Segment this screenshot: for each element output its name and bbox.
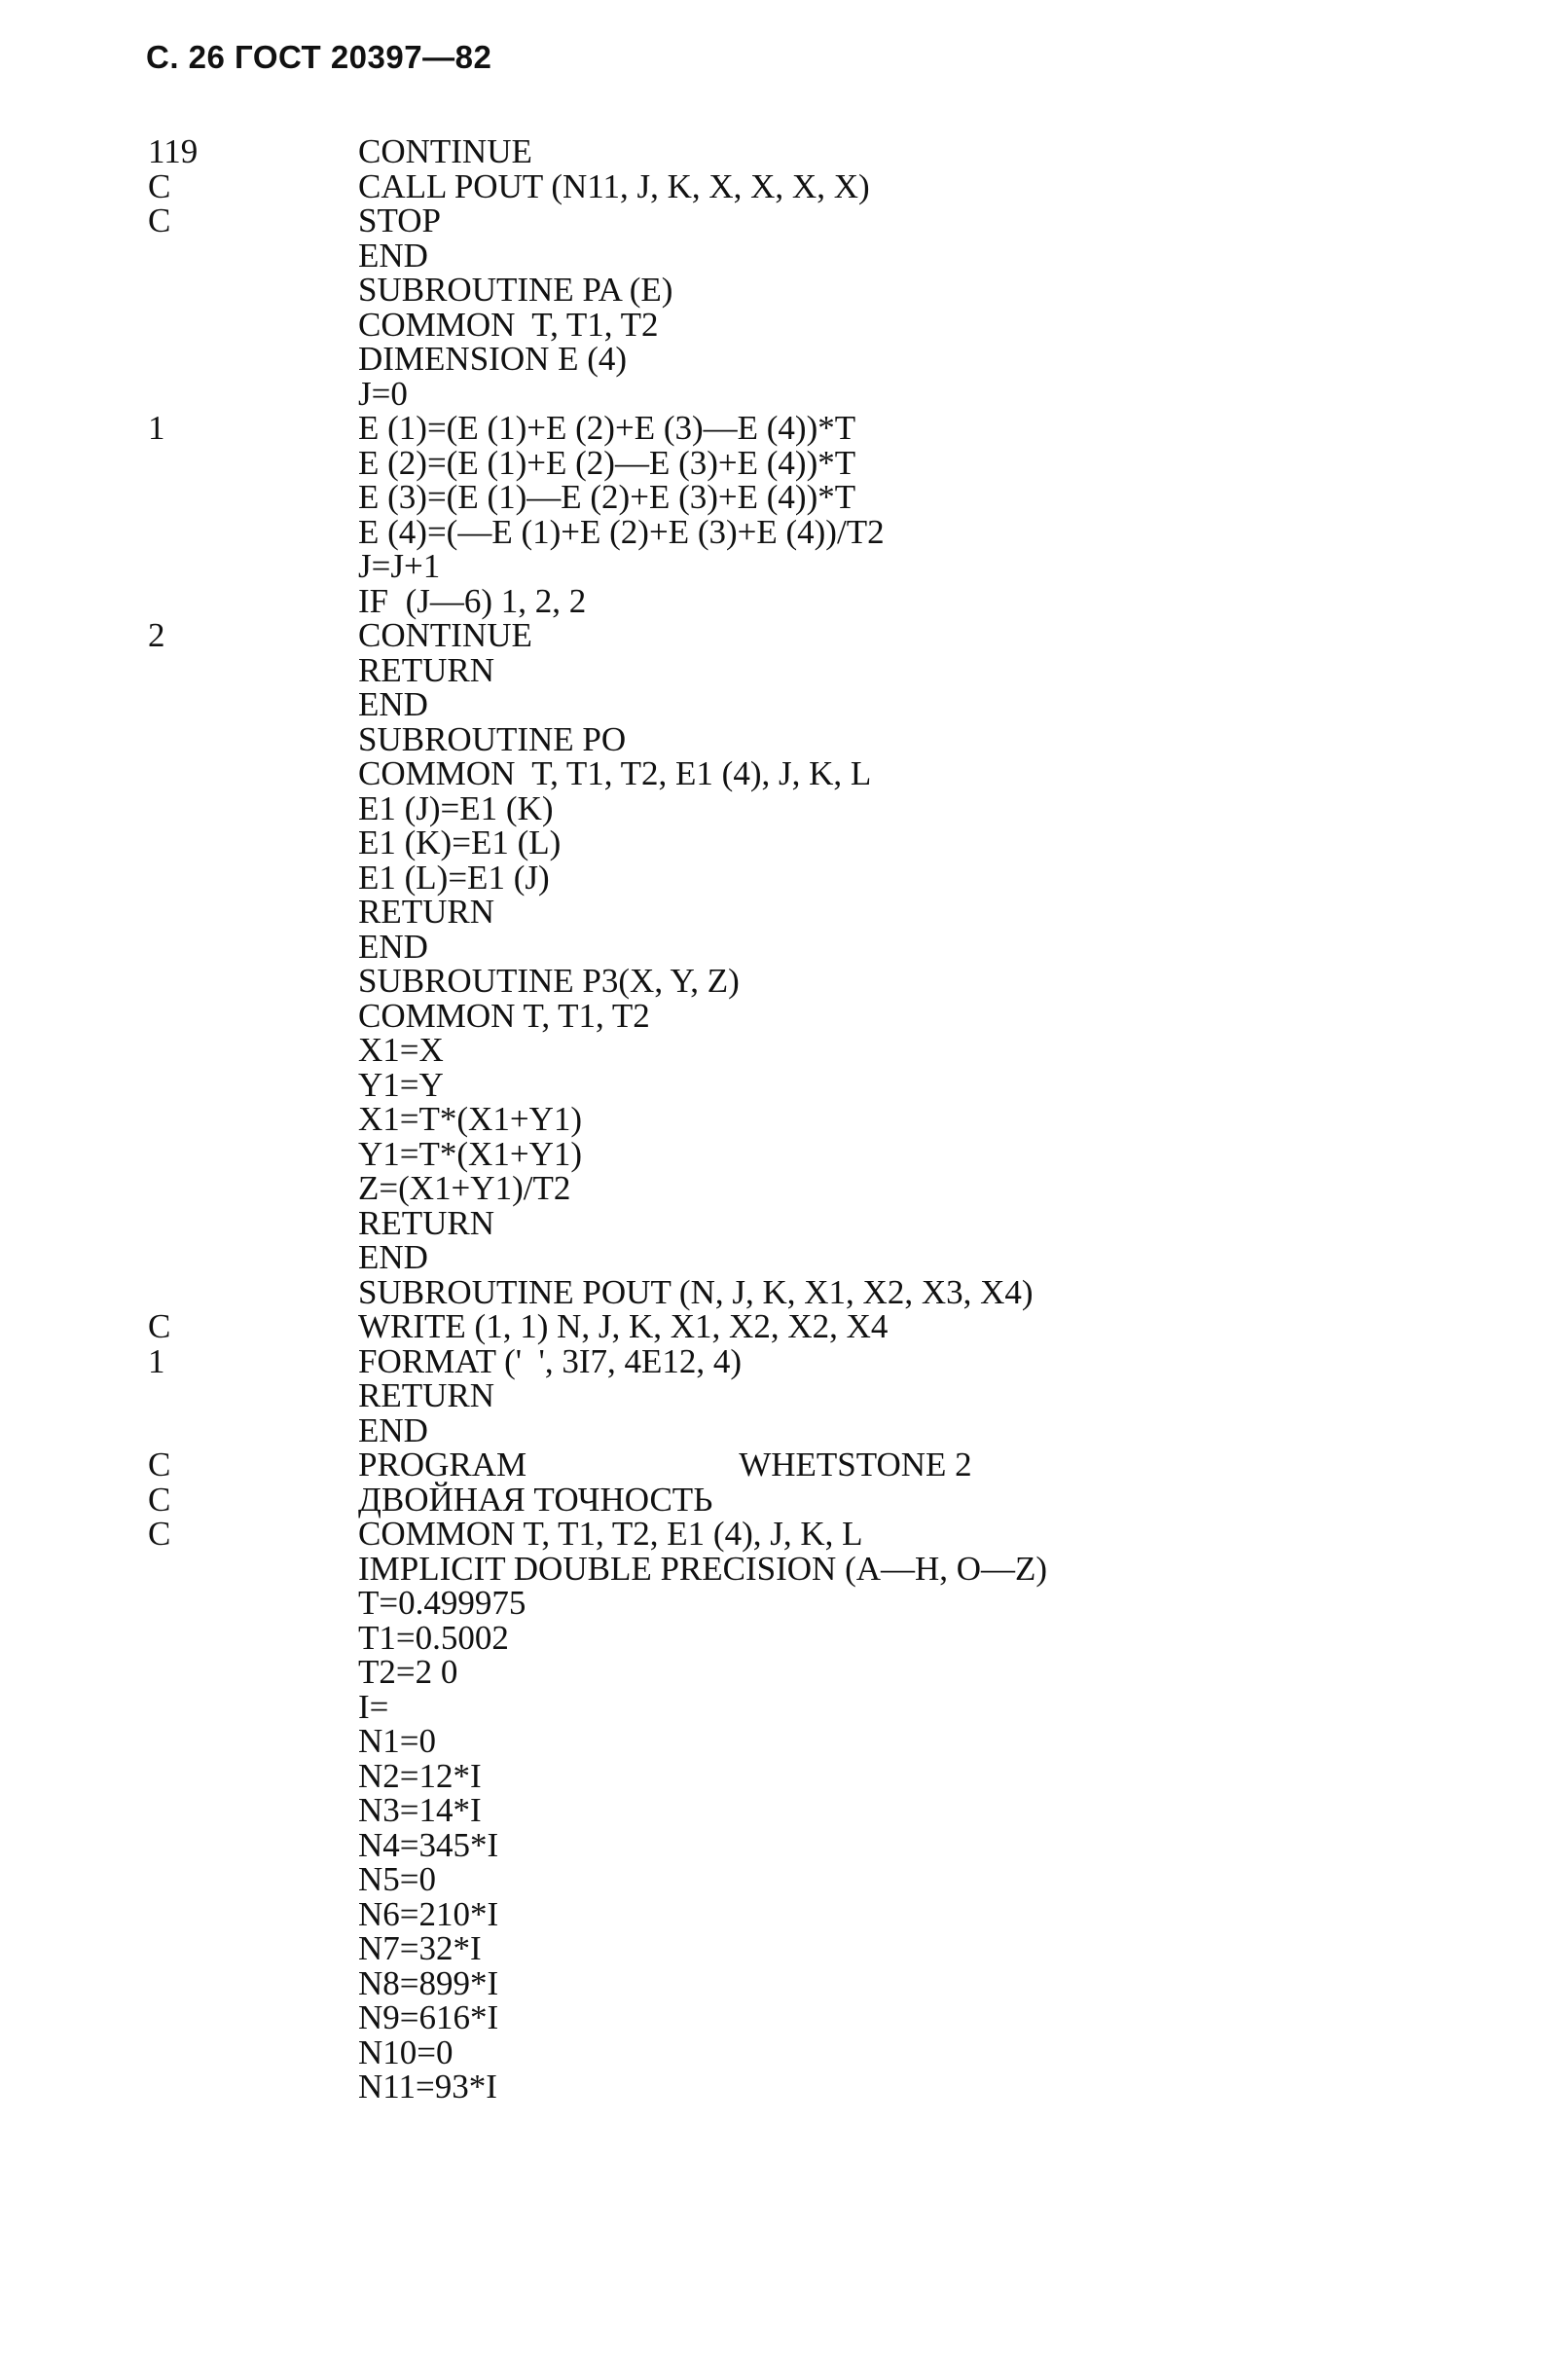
statement-label: 119 <box>148 132 199 170</box>
statement-code: RETURN <box>358 1203 494 1242</box>
code-line <box>0 1931 1561 1966</box>
code-line <box>0 1480 1561 1519</box>
code-line <box>0 2069 1561 2105</box>
code-line <box>0 1862 1561 1897</box>
code-line <box>0 687 1561 722</box>
statement-code: IF (J—6) 1, 2, 2 <box>358 581 587 620</box>
code-line <box>0 756 1561 791</box>
code-line <box>0 719 1561 758</box>
statement-code: CALL POUT (N11, J, K, X, X, X, X) <box>358 166 870 205</box>
code-line <box>0 1517 1561 1552</box>
statement-code: DIMENSION E (4) <box>358 340 628 378</box>
code-line <box>0 1963 1561 2002</box>
statement-label: 1 <box>148 409 165 447</box>
code-line <box>0 996 1561 1035</box>
code-line <box>0 1447 1561 1483</box>
code-line <box>0 1033 1561 1068</box>
statement-label: C <box>148 1446 171 1483</box>
code-line <box>0 1549 1561 1588</box>
code-line <box>0 1687 1561 1726</box>
statement-code: END <box>358 1238 428 1276</box>
code-line <box>0 1894 1561 1933</box>
code-line <box>0 1378 1561 1413</box>
statement-code: PROGRAM WHETSTONE 2 <box>358 1446 972 1483</box>
statement-code: I= <box>358 1687 389 1726</box>
statement-code: SUBROUTINE POUT (N, J, K, X1, X2, X3, X4) <box>358 1272 1034 1311</box>
code-line <box>0 374 1561 413</box>
statement-code: N7=32*I <box>358 1929 482 1967</box>
code-line <box>0 411 1561 446</box>
statement-code: Z=(X1+Y1)/T2 <box>358 1169 571 1207</box>
statement-code: SUBROUTINE P3(X, Y, Z) <box>358 962 740 1000</box>
statement-code: E (4)=(—E (1)+E (2)+E (3)+E (4))/T2 <box>358 512 885 551</box>
statement-code: N6=210*I <box>358 1894 499 1933</box>
statement-code: E (3)=(E (1)—E (2)+E (3)+E (4))*T <box>358 478 856 516</box>
statement-label: C <box>148 1307 171 1345</box>
statement-code: RETURN <box>358 1376 494 1414</box>
statement-code: END <box>358 927 428 966</box>
statement-code: T1=0.5002 <box>358 1618 509 1657</box>
statement-code: Y1=Y <box>358 1065 444 1104</box>
statement-code: J=0 <box>358 374 408 413</box>
page-header: С. 26 ГОСТ 20397—82 <box>146 39 492 75</box>
code-line <box>0 1825 1561 1864</box>
statement-code: END <box>358 685 428 723</box>
code-line <box>0 1065 1561 1104</box>
statement-code: E1 (J)=E1 (K) <box>358 788 554 827</box>
statement-code: IMPLICIT DOUBLE PRECISION (A—H, O—Z) <box>358 1549 1048 1588</box>
code-line <box>0 273 1561 308</box>
statement-code: RETURN <box>358 650 494 689</box>
statement-label: C <box>148 166 171 205</box>
code-line <box>0 1655 1561 1690</box>
code-line <box>0 618 1561 653</box>
statement-code: COMMON T, T1, T2, E1 (4), J, K, L <box>358 1515 863 1553</box>
statement-code: N11=93*I <box>358 2068 497 2105</box>
statement-code: WRITE (1, 1) N, J, K, X1, X2, X2, X4 <box>358 1307 889 1345</box>
code-line <box>0 1618 1561 1657</box>
statement-code: CONTINUE <box>358 616 532 654</box>
code-line <box>0 342 1561 377</box>
code-line <box>0 581 1561 620</box>
statement-code: E (2)=(E (1)+E (2)—E (3)+E (4))*T <box>358 443 856 482</box>
statement-code: COMMON T, T1, T2 <box>358 996 650 1035</box>
statement-code: SUBROUTINE PA (E) <box>358 271 673 309</box>
code-line <box>0 1203 1561 1242</box>
code-line <box>0 305 1561 344</box>
code-line <box>0 166 1561 205</box>
statement-code: END <box>358 1410 428 1449</box>
code-line <box>0 1724 1561 1759</box>
code-line <box>0 1102 1561 1137</box>
code-line <box>0 1309 1561 1344</box>
statement-code: RETURN <box>358 893 494 931</box>
statement-code: T2=2 0 <box>358 1653 458 1691</box>
statement-code: N10=0 <box>358 2032 454 2071</box>
code-line <box>0 2032 1561 2071</box>
code-line <box>0 203 1561 238</box>
statement-label: C <box>148 201 171 239</box>
statement-code: X1=X <box>358 1031 444 1069</box>
code-line <box>0 650 1561 689</box>
statement-code: N1=0 <box>358 1722 437 1760</box>
statement-code: E1 (L)=E1 (J) <box>358 858 550 897</box>
code-line <box>0 895 1561 930</box>
code-line <box>0 788 1561 827</box>
code-line <box>0 443 1561 482</box>
statement-code: FORMAT (' ', 3I7, 4E12, 4) <box>358 1341 743 1380</box>
code-line <box>0 1134 1561 1173</box>
code-line <box>0 1793 1561 1828</box>
code-line <box>0 1410 1561 1449</box>
code-line <box>0 1272 1561 1311</box>
code-line <box>0 860 1561 896</box>
statement-code: STOP <box>358 201 441 239</box>
statement-code: T=0.499975 <box>358 1584 526 1622</box>
statement-code: J=J+1 <box>358 547 441 585</box>
statement-code: N4=345*I <box>358 1825 499 1864</box>
statement-code: N5=0 <box>358 1860 437 1898</box>
statement-code: ДВОЙНАЯ ТОЧНОСТЬ <box>358 1480 713 1519</box>
statement-code: Y1=T*(X1+Y1) <box>358 1134 582 1173</box>
statement-code: N9=616*I <box>358 1998 499 2036</box>
statement-label: C <box>148 1480 171 1519</box>
statement-code: E (1)=(E (1)+E (2)+E (3)—E (4))*T <box>358 409 856 447</box>
code-line <box>0 480 1561 515</box>
statement-code: SUBROUTINE PO <box>358 719 627 758</box>
statement-code: COMMON T, T1, T2 <box>358 305 659 344</box>
statement-code: N8=899*I <box>358 1963 499 2002</box>
statement-code: END <box>358 236 428 275</box>
code-line <box>0 134 1561 169</box>
statement-code: COMMON T, T1, T2, E1 (4), J, K, L <box>358 754 872 792</box>
statement-code: X1=T*(X1+Y1) <box>358 1100 582 1138</box>
code-line <box>0 1240 1561 1275</box>
code-line <box>0 927 1561 966</box>
code-line <box>0 1586 1561 1621</box>
statement-label: 2 <box>148 616 165 654</box>
code-line <box>0 512 1561 551</box>
code-line <box>0 1171 1561 1206</box>
statement-code: CONTINUE <box>358 132 532 170</box>
code-line <box>0 2000 1561 2035</box>
statement-code: E1 (K)=E1 (L) <box>358 824 562 861</box>
statement-code: N3=14*I <box>358 1791 482 1829</box>
code-line <box>0 238 1561 274</box>
code-line <box>0 825 1561 860</box>
statement-label: C <box>148 1515 171 1553</box>
code-line <box>0 549 1561 584</box>
code-line <box>0 1341 1561 1380</box>
code-line <box>0 964 1561 999</box>
code-line <box>0 1756 1561 1795</box>
statement-code: N2=12*I <box>358 1756 482 1795</box>
statement-label: 1 <box>148 1341 165 1380</box>
